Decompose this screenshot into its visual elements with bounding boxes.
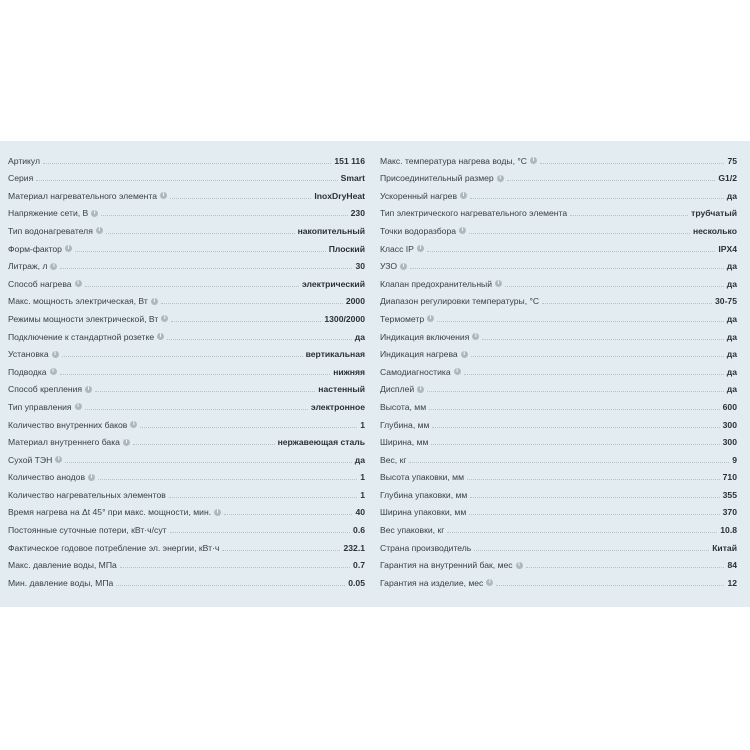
dotted-leader (224, 514, 352, 515)
spec-row (380, 571, 737, 589)
dotted-leader (60, 374, 331, 375)
dotted-leader (222, 550, 340, 551)
dotted-leader (170, 198, 311, 199)
spec-label-text: Индикация включения (380, 331, 470, 342)
dotted-leader (65, 462, 351, 463)
spec-row (8, 483, 365, 501)
spec-label-text: Режимы мощности электрической, Вт (8, 313, 159, 324)
spec-label-text: Материал внутреннего бака (8, 437, 120, 448)
info-icon[interactable]: i (123, 439, 130, 446)
spec-label (380, 437, 428, 447)
spec-label-text: Самодиагностика (380, 366, 451, 377)
info-icon[interactable]: i (486, 579, 493, 586)
spec-value: 600 (722, 401, 737, 412)
spec-label-text: Вес, кг (380, 454, 407, 465)
spec-label (8, 490, 166, 500)
info-icon[interactable]: i (417, 245, 424, 252)
spec-label-text: Вес упаковки, кг (380, 525, 445, 536)
spec-label-text: Макс. давление воды, МПа (8, 560, 117, 571)
spec-label-text: Глубина упаковки, мм (380, 489, 468, 500)
spec-label (8, 296, 158, 306)
spec-value: 84 (727, 560, 737, 571)
info-icon[interactable]: i (88, 474, 95, 481)
dotted-leader (469, 233, 690, 234)
info-icon[interactable]: i (160, 192, 167, 199)
spec-label (380, 191, 467, 201)
dotted-leader (464, 374, 724, 375)
dotted-leader (409, 462, 729, 463)
spec-label-text: Высота, мм (380, 401, 427, 412)
spec-value: 2000 (345, 296, 365, 307)
spec-label-text: Постоянные суточные потери, кВт·ч/сут (8, 525, 167, 536)
spec-row (380, 378, 737, 396)
spec-label (8, 578, 113, 588)
info-icon[interactable]: i (454, 368, 461, 375)
dotted-leader (161, 303, 343, 304)
dotted-leader (507, 180, 716, 181)
spec-label (380, 543, 471, 553)
spec-row (8, 395, 365, 413)
spec-label-text: Подводка (8, 366, 47, 377)
spec-label (380, 384, 424, 394)
spec-label-text: Способ крепления (8, 384, 83, 395)
spec-label (8, 472, 95, 482)
spec-label (8, 226, 103, 236)
spec-value: да (354, 454, 365, 465)
spec-value: 1 (360, 419, 365, 430)
spec-value: 230 (350, 208, 365, 219)
spec-label (8, 156, 40, 166)
spec-label-text: Глубина, мм (380, 419, 430, 430)
spec-row (8, 272, 365, 290)
spec-value: 0.7 (353, 560, 365, 571)
spec-row (8, 149, 365, 167)
specs-column-right (380, 149, 737, 589)
spec-row (380, 167, 737, 185)
dotted-leader (43, 163, 331, 164)
info-icon[interactable]: i (157, 333, 164, 340)
spec-label-text: Термометр (380, 313, 425, 324)
spec-row (380, 413, 737, 431)
info-icon[interactable]: i (427, 315, 434, 322)
spec-label (8, 332, 164, 342)
spec-value: да (726, 349, 737, 360)
spec-value: 12 (727, 577, 737, 588)
spec-label (380, 525, 444, 535)
spec-value: 151 116 (334, 155, 365, 166)
info-icon[interactable]: i (460, 192, 467, 199)
spec-value: 30-75 (715, 296, 737, 307)
spec-row (380, 483, 737, 501)
spec-label (380, 332, 479, 342)
info-icon[interactable]: i (130, 421, 137, 428)
dotted-leader (429, 409, 720, 410)
dotted-leader (447, 532, 717, 533)
spec-row (380, 307, 737, 325)
spec-label (8, 261, 57, 271)
dotted-leader (469, 514, 719, 515)
spec-label (380, 314, 434, 324)
spec-row (8, 237, 365, 255)
spec-label (8, 543, 219, 553)
spec-row (8, 571, 365, 589)
spec-label (8, 279, 82, 289)
info-icon[interactable]: i (461, 351, 468, 358)
info-icon[interactable]: i (75, 403, 82, 410)
spec-label-text: Материал нагревательного элемента (8, 190, 158, 201)
dotted-leader (482, 339, 723, 340)
info-icon[interactable]: i (495, 280, 502, 287)
info-icon[interactable]: i (151, 298, 158, 305)
dotted-leader (75, 251, 326, 252)
spec-row (380, 360, 737, 378)
spec-value: да (726, 261, 737, 272)
info-icon[interactable]: i (91, 210, 98, 217)
spec-row (380, 202, 737, 220)
spec-label-text: Присоединительный размер (380, 173, 494, 184)
spec-label (8, 525, 167, 535)
spec-row (8, 431, 365, 449)
spec-value: трубчатый (691, 208, 737, 219)
spec-row (380, 290, 737, 308)
spec-label-text: Способ нагрева (8, 278, 72, 289)
spec-label-text: Подключение к стандартной розетке (8, 331, 155, 342)
spec-label-text: Диапазон регулировки температуры, °С (380, 296, 540, 307)
dotted-leader (60, 268, 352, 269)
spec-label (380, 420, 429, 430)
spec-label (8, 191, 167, 201)
info-icon[interactable]: i (530, 157, 537, 164)
info-icon[interactable]: i (161, 315, 168, 322)
spec-value: 0.6 (353, 525, 365, 536)
spec-label (380, 349, 468, 359)
dotted-leader (505, 286, 724, 287)
spec-row (8, 325, 365, 343)
spec-label-text: Тип электрического нагревательного элемента (380, 208, 568, 219)
spec-row (8, 466, 365, 484)
info-icon[interactable]: i (55, 456, 62, 463)
dotted-leader (36, 180, 337, 181)
dotted-leader (167, 339, 352, 340)
spec-label (380, 490, 467, 500)
spec-row (380, 466, 737, 484)
spec-value: да (726, 331, 737, 342)
spec-value: нержавеющая сталь (277, 437, 365, 448)
dotted-leader (431, 444, 719, 445)
specs-panel (0, 141, 750, 607)
spec-label-text: Форм-фактор (8, 243, 62, 254)
spec-row (380, 325, 737, 343)
spec-value: да (726, 366, 737, 377)
spec-label (8, 402, 82, 412)
spec-label (380, 208, 567, 218)
spec-row (8, 378, 365, 396)
spec-value: да (354, 331, 365, 342)
spec-row (380, 501, 737, 519)
spec-value: IPX4 (718, 243, 737, 254)
spec-value: электрический (301, 278, 365, 289)
spec-value: 355 (722, 489, 737, 500)
spec-row (8, 501, 365, 519)
spec-value: да (726, 190, 737, 201)
dotted-leader (133, 444, 275, 445)
spec-row (380, 272, 737, 290)
spec-label-text: Литраж, л (8, 261, 48, 272)
spec-row (8, 167, 365, 185)
spec-value: 370 (722, 507, 737, 518)
spec-label-text: Напряжение сети, В (8, 208, 89, 219)
info-icon[interactable]: i (52, 351, 59, 358)
spec-label-text: Фактическое годовое потребление эл. энергии, кВт·ч (8, 542, 220, 553)
spec-value: 1300/2000 (324, 313, 365, 324)
spec-label-text: УЗО (380, 261, 398, 272)
spec-value: 75 (727, 155, 737, 166)
spec-value: Smart (340, 173, 365, 184)
spec-row (8, 202, 365, 220)
spec-value: 10.8 (720, 525, 737, 536)
spec-label-text: Дисплей (380, 384, 415, 395)
spec-value: несколько (692, 225, 737, 236)
spec-row (8, 413, 365, 431)
info-icon[interactable]: i (50, 263, 57, 270)
spec-value: 300 (722, 419, 737, 430)
spec-label (8, 560, 117, 570)
info-icon[interactable]: i (50, 368, 57, 375)
info-icon[interactable]: i (516, 562, 523, 569)
spec-row (380, 149, 737, 167)
spec-row (8, 307, 365, 325)
info-icon[interactable]: i (417, 386, 424, 393)
spec-label-text: Макс. температура нагрева воды, °С (380, 155, 527, 166)
dotted-leader (101, 215, 347, 216)
spec-row (8, 219, 365, 237)
dotted-leader (526, 567, 725, 568)
spec-label-text: Артикул (8, 155, 41, 166)
spec-label (380, 173, 504, 183)
spec-row (380, 237, 737, 255)
specs-column-left (8, 149, 365, 589)
spec-value: накопительный (297, 225, 365, 236)
spec-row (380, 184, 737, 202)
dotted-leader (432, 427, 719, 428)
spec-row (380, 255, 737, 273)
dotted-leader (542, 303, 712, 304)
spec-label (8, 173, 33, 183)
spec-label-text: Гарантия на внутренний бак, мес (380, 560, 513, 571)
spec-row (8, 343, 365, 361)
dotted-leader (140, 427, 357, 428)
dotted-leader (474, 550, 709, 551)
dotted-leader (106, 233, 295, 234)
spec-label (8, 437, 130, 447)
spec-label (8, 208, 98, 218)
spec-value: да (726, 384, 737, 395)
spec-label-text: Гарантия на изделие, мес (380, 577, 484, 588)
info-icon[interactable]: i (214, 509, 221, 516)
spec-value: да (726, 278, 737, 289)
spec-label (8, 455, 62, 465)
spec-label (380, 226, 466, 236)
spec-row (8, 290, 365, 308)
spec-value: 30 (355, 261, 365, 272)
spec-value: настенный (318, 384, 365, 395)
info-icon[interactable]: i (96, 227, 103, 234)
spec-label-text: Точки водоразбора (380, 225, 457, 236)
spec-row (380, 448, 737, 466)
spec-value: 40 (355, 507, 365, 518)
dotted-leader (427, 251, 715, 252)
spec-value: Китай (712, 542, 737, 553)
spec-value: электронное (310, 401, 365, 412)
spec-row (380, 395, 737, 413)
spec-label (380, 367, 461, 377)
spec-value: вертикальная (305, 349, 365, 360)
spec-label-text: Количество нагревательных элементов (8, 489, 166, 500)
dotted-leader (496, 585, 724, 586)
info-icon[interactable]: i (65, 245, 72, 252)
spec-label-text: Тип управления (8, 401, 72, 412)
spec-row (380, 431, 737, 449)
spec-label-text: Высота упаковки, мм (380, 472, 464, 483)
dotted-leader (98, 479, 357, 480)
spec-label (380, 455, 406, 465)
spec-label-text: Класс IP (380, 243, 414, 254)
spec-label (380, 507, 466, 517)
spec-label (380, 472, 464, 482)
spec-label (8, 384, 92, 394)
spec-label (8, 420, 137, 430)
spec-row (8, 518, 365, 536)
info-icon[interactable]: i (85, 386, 92, 393)
dotted-leader (85, 409, 308, 410)
spec-label-text: Установка (8, 349, 49, 360)
spec-label-text: Индикация нагрева (380, 349, 458, 360)
info-icon[interactable]: i (459, 227, 466, 234)
dotted-leader (95, 391, 315, 392)
spec-value: 1 (360, 489, 365, 500)
spec-label-text: Клапан предохранительный (380, 278, 493, 289)
dotted-leader (467, 479, 720, 480)
spec-row (380, 554, 737, 572)
spec-label-text: Количество внутренних баков (8, 419, 128, 430)
spec-label-text: Ширина, мм (380, 437, 429, 448)
spec-value: Плоский (328, 243, 365, 254)
spec-value: 1 (360, 472, 365, 483)
spec-label (380, 560, 523, 570)
dotted-leader (410, 268, 724, 269)
spec-value: 9 (732, 454, 737, 465)
spec-value: G1/2 (718, 173, 737, 184)
spec-label (380, 261, 407, 271)
spec-value: нижняя (333, 366, 365, 377)
spec-value: 710 (722, 472, 737, 483)
spec-label-text: Мин. давление воды, МПа (8, 577, 114, 588)
spec-label (380, 244, 424, 254)
spec-row (380, 343, 737, 361)
spec-label (380, 156, 537, 166)
dotted-leader (570, 215, 688, 216)
spec-label-text: Количество анодов (8, 472, 86, 483)
dotted-leader (116, 585, 345, 586)
spec-label (380, 578, 493, 588)
info-icon[interactable]: i (400, 263, 407, 270)
dotted-leader (427, 391, 724, 392)
spec-row (380, 219, 737, 237)
spec-row (8, 255, 365, 273)
spec-row (8, 554, 365, 572)
spec-label (8, 349, 59, 359)
spec-row (380, 536, 737, 554)
info-icon[interactable]: i (75, 280, 82, 287)
spec-row (8, 536, 365, 554)
dotted-leader (169, 497, 357, 498)
dotted-leader (170, 532, 350, 533)
spec-label-text: Ускоренный нагрев (380, 190, 458, 201)
spec-label-text: Страна производитель (380, 542, 472, 553)
spec-label-text: Сухой ТЭН (8, 454, 53, 465)
spec-row (380, 518, 737, 536)
dotted-leader (471, 356, 724, 357)
dotted-leader (171, 321, 321, 322)
spec-label (8, 314, 168, 324)
spec-label-text: Время нагрева на Δt 45° при макс. мощности, мин. (8, 507, 212, 518)
info-icon[interactable]: i (472, 333, 479, 340)
spec-label-text: Макс. мощность электрическая, Вт (8, 296, 148, 307)
spec-value: да (726, 313, 737, 324)
dotted-leader (85, 286, 299, 287)
spec-label-text: Ширина упаковки, мм (380, 507, 467, 518)
spec-value: InoxDryHeat (314, 190, 365, 201)
spec-label (8, 244, 72, 254)
spec-label (380, 279, 502, 289)
dotted-leader (540, 163, 724, 164)
dotted-leader (120, 567, 350, 568)
spec-value: 300 (722, 437, 737, 448)
spec-label (380, 296, 539, 306)
spec-value: 232.1 (343, 542, 365, 553)
spec-row (8, 448, 365, 466)
dotted-leader (437, 321, 724, 322)
dotted-leader (470, 198, 724, 199)
spec-label-text: Серия (8, 173, 34, 184)
spec-label (380, 402, 426, 412)
spec-row (8, 360, 365, 378)
info-icon[interactable]: i (497, 175, 504, 182)
spec-label-text: Тип водонагревателя (8, 225, 93, 236)
dotted-leader (62, 356, 303, 357)
spec-label (8, 507, 221, 517)
spec-label (8, 367, 57, 377)
spec-row (8, 184, 365, 202)
spec-value: 0.05 (348, 577, 365, 588)
dotted-leader (470, 497, 719, 498)
